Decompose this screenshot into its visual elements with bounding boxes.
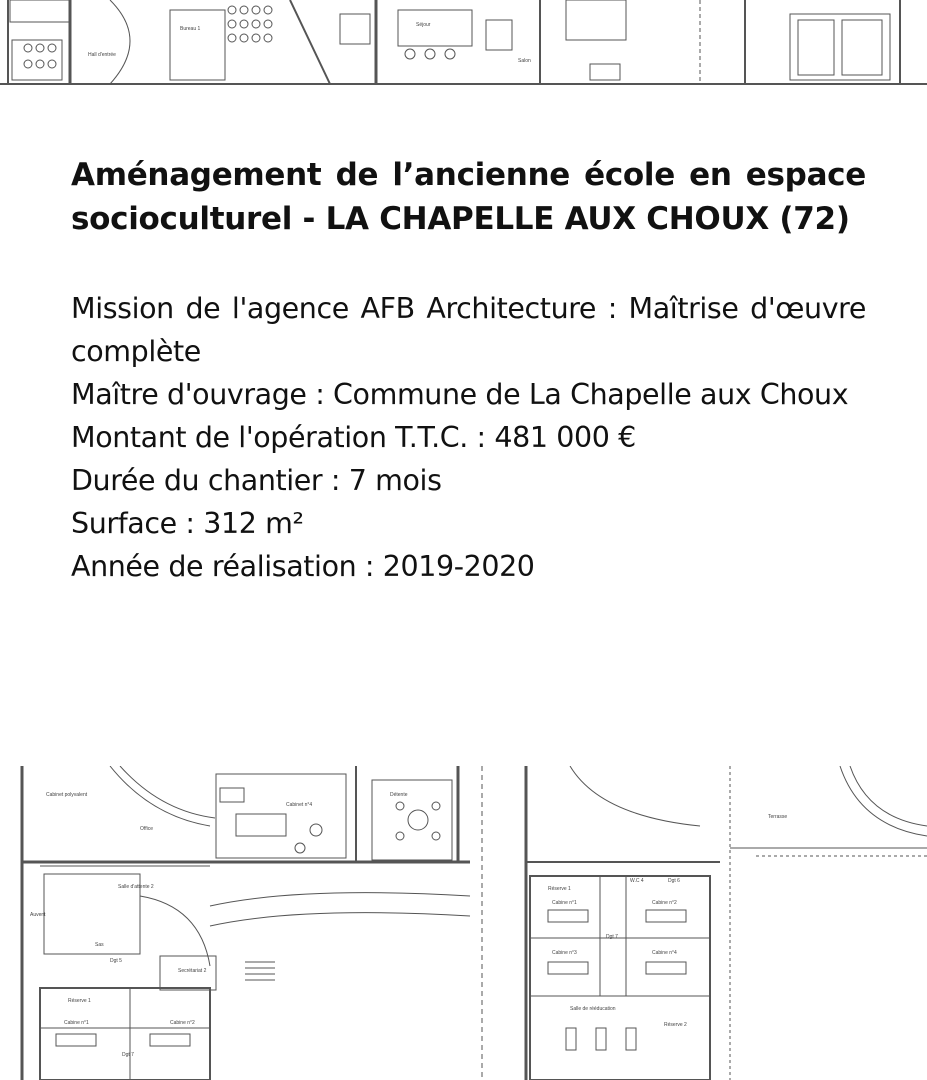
svg-text:W.C 4: W.C 4 [630,878,644,884]
svg-text:Réserve 2: Réserve 2 [664,1022,687,1028]
svg-text:Cabine n°2: Cabine n°2 [170,1020,195,1026]
project-details [71,287,866,588]
svg-text:Dgt 7: Dgt 7 [122,1052,134,1058]
svg-text:Dgt 5: Dgt 5 [110,958,122,964]
detail-mission: Mission de l'agence AFB Architecture : Maîtrise d'œuvre complète [71,292,866,368]
floor-plan-top [0,0,927,86]
detail-cost: Montant de l'opération T.T.C. : 481 000 € [71,421,636,454]
svg-text:Auvent: Auvent [30,912,46,918]
svg-text:Cabine n°3: Cabine n°3 [552,950,577,956]
detail-surface: Surface : 312 m² [71,507,304,540]
detail-client: Maître d'ouvrage : Commune de La Chapelle aux Choux [71,378,849,411]
svg-text:Cabinet n°4: Cabinet n°4 [286,802,313,808]
svg-text:Cabine n°4: Cabine n°4 [652,950,677,956]
svg-text:Cabinet polyvalent: Cabinet polyvalent [46,792,88,798]
svg-text:Détente: Détente [390,792,408,798]
svg-text:Salon: Salon [518,58,531,64]
svg-text:Dgt 7: Dgt 7 [606,934,618,940]
floor-plan-bottom [0,766,927,1080]
svg-text:Salle d'attente 2: Salle d'attente 2 [118,884,154,890]
detail-duration: Durée du chantier : 7 mois [71,464,442,497]
svg-text:Secrétariat 2: Secrétariat 2 [178,968,207,974]
svg-text:Cabine n°1: Cabine n°1 [64,1020,89,1026]
svg-text:Dgt 6: Dgt 6 [668,878,680,884]
svg-text:Cabine n°1: Cabine n°1 [552,900,577,906]
svg-text:Bureau 1: Bureau 1 [180,26,201,32]
svg-text:Hall d'entrée: Hall d'entrée [88,52,116,58]
svg-text:Sas: Sas [95,942,104,948]
svg-text:Réserve 1: Réserve 1 [548,886,571,892]
svg-text:Salle de rééducation: Salle de rééducation [570,1006,616,1012]
floor-plan-top-drawing [0,0,927,86]
svg-text:Office: Office [140,826,153,832]
svg-text:Séjour: Séjour [416,22,431,28]
detail-year: Année de réalisation : 2019-2020 [71,550,535,583]
svg-text:Cabine n°2: Cabine n°2 [652,900,677,906]
project-title: Aménagement de l’ancienne école en espace socioculturel - LA CHAPELLE AUX CHOUX (72) [71,157,866,237]
svg-text:Terrasse: Terrasse [768,814,788,820]
svg-text:Réserve 1: Réserve 1 [68,998,91,1004]
floor-plan-bottom-drawing [0,766,927,1080]
